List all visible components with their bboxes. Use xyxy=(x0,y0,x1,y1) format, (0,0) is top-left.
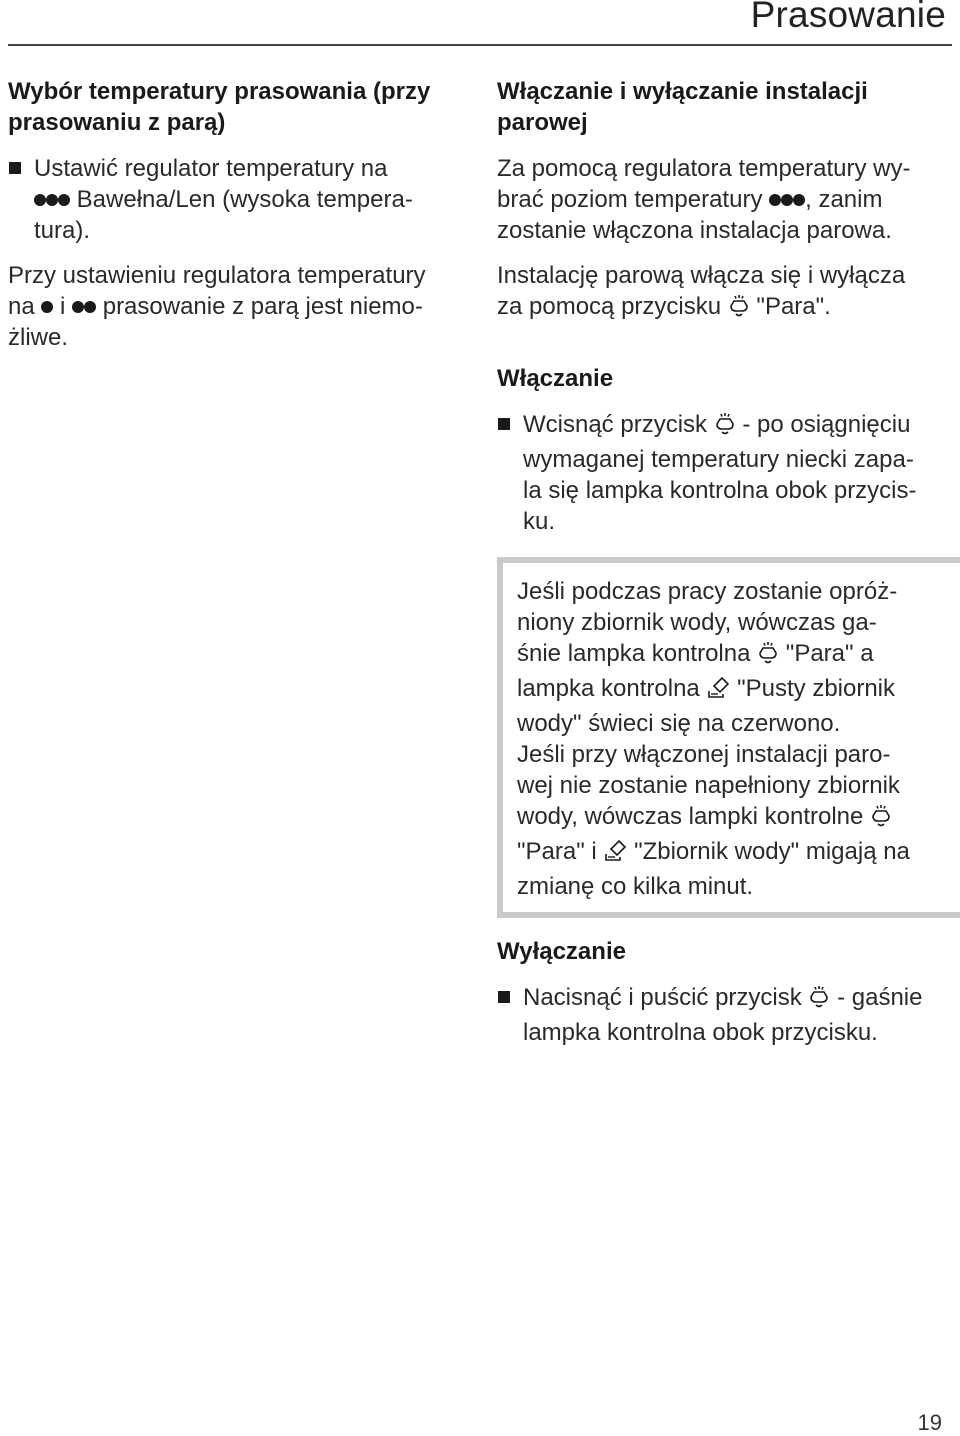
three-dots-temperature-icon xyxy=(769,184,805,215)
page-title: Prasowanie xyxy=(750,0,946,35)
bullet-square-icon xyxy=(498,418,510,430)
section-heading-off: Wyłączanie xyxy=(497,938,626,965)
steam-icon xyxy=(870,804,892,836)
notice-box: Jeśli podczas pracy zostanie opróż- niony zbiornik wody, wówczas ga- śnie lampka kontrolna "Para" a lampka kontrolna "Pusty zbiornik wody" świeci się na czerwono. Jeśli przy włączonej instalacji paro- wej nie zostanie napełniony zbiornik wody, wówczas lampki kontrolne "Para" i "Zbiornik wody" migają na zmianę co kilka minut. xyxy=(497,557,960,918)
left-column xyxy=(8,76,468,353)
steam-icon xyxy=(728,294,750,326)
steam-icon xyxy=(808,985,830,1017)
page-number: 19 xyxy=(917,1410,942,1435)
paragraph: Za pomocą regulatora temperatury wy- brać poziom temperatury , zanim zostanie włączona instalacja parowa. xyxy=(497,155,911,244)
section-heading-temperature: Wybór temperatury prasowania (przy prasowaniu z parą) xyxy=(8,78,431,136)
steam-icon xyxy=(757,641,779,673)
list-item: Nacisnąć i puścić przycisk - gaśnie lampka kontrolna obok przycisku. xyxy=(497,982,957,1048)
header-divider xyxy=(8,44,952,46)
section-heading-on: Włączanie xyxy=(497,365,614,392)
paragraph: Instalację parową włącza się i wyłącza za pomocą przycisku "Para". xyxy=(497,260,957,326)
list-item: Ustawić regulator temperatury na Bawełna/Len (wysoka tempera- tura). xyxy=(8,153,468,246)
water-tank-icon xyxy=(706,676,730,708)
section-heading-steam-system: Włączanie i wyłączanie instalacji parowej xyxy=(497,78,868,136)
paragraph: Przy ustawieniu regulatora temperatury na i prasowanie z parą jest niemo- żliwe. xyxy=(8,262,426,351)
three-dots-temperature-icon xyxy=(34,184,70,215)
two-dots-temperature-icon xyxy=(72,291,96,322)
bullet-square-icon xyxy=(9,162,21,174)
steam-icon xyxy=(714,412,736,444)
one-dot-temperature-icon xyxy=(41,301,53,313)
bullet-square-icon xyxy=(498,991,510,1003)
right-column xyxy=(497,76,957,1048)
water-tank-icon xyxy=(603,839,627,871)
list-item: Wcisnąć przycisk - po osiągnięciu wymaganej temperatury niecki zapa- la się lampka kontrolna obok przycis- ku. xyxy=(497,409,957,537)
